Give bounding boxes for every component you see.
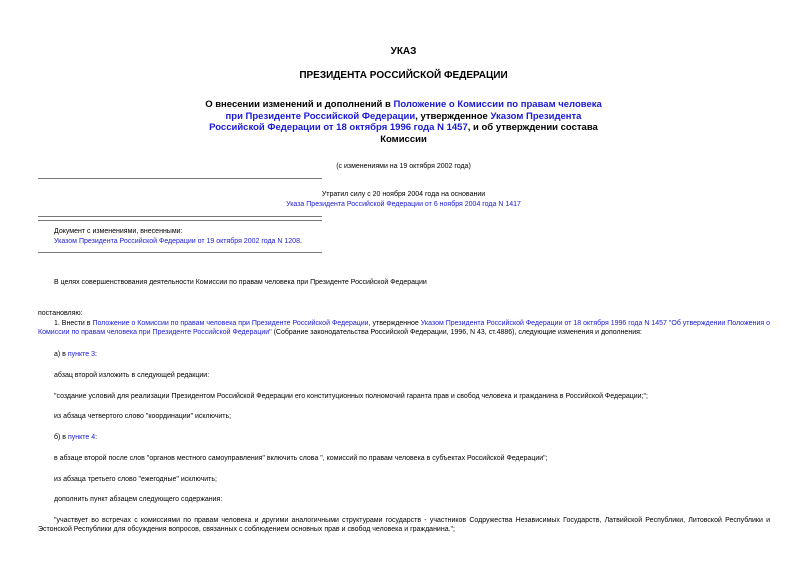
lost-force-text: Утратил силу с 20 ноября 2004 года на основании xyxy=(321,191,486,198)
heading-text-1: О внесении изменений и дополнений в xyxy=(205,99,394,110)
intro-paragraph: В целях совершенствования деятельности Комиссии по правам человека при Президенте Российской Федерации xyxy=(54,279,427,286)
line-a2: "создание условий для реализации Президентом Российской Федерации его конституционных полномочий гаранта прав и свобод человека и гражданина в Российской Федерации;"; xyxy=(54,393,648,400)
heading-link-regulation[interactable]: Положение о Комиссии по правам человека при Президенте Российской Федерации xyxy=(225,99,602,122)
changes-link-decree-1208[interactable]: Указом Президента Российской Федерации от 19 октября 2002 года N 1208 xyxy=(54,238,300,245)
changes-label: Документ с изменениями, внесенными: xyxy=(54,228,183,235)
divider xyxy=(38,220,322,221)
line-b1: в абзаце второй после слов "органов местного самоуправления" включить слова ", комиссий по правам человека в субъектах Российской Федерации"; xyxy=(54,455,548,462)
amended-note: (с изменениями на 19 октября 2002 года) xyxy=(336,163,471,170)
line-b3: дополнить пункт абзацем следующего содержания: xyxy=(54,496,223,503)
changes-line xyxy=(54,237,302,246)
document-title-ukaz: УКАЗ xyxy=(390,46,417,57)
sub-item-a-prefix: а) в xyxy=(54,351,68,358)
changes-tail: . xyxy=(299,238,302,245)
line-a3: из абзаца четвертого слово "координации" исключить; xyxy=(54,413,232,420)
heading-link-decree-1457[interactable]: Указом Президента Российской Федерации от 18 октября 1996 года N 1457 xyxy=(209,110,582,133)
item-1-text-a: 1. Внести в xyxy=(54,320,93,327)
sub-item-b-suffix: : xyxy=(95,434,98,441)
item-1-text-b: , утвержденное xyxy=(368,320,421,327)
line-a1: абзац второй изложить в следующей редакции: xyxy=(54,372,210,379)
divider xyxy=(38,178,322,179)
line-b4: "участвует во встречах с комиссиями по правам человека и другими аналогичными структурами государств - участников Содружества Независимых Государств, Латвийской Республики, Литовской Республики и Эстонской Республики для обсуждения вопросов, связанных с соблюдением основных прав и свобод человека и гражданина."; xyxy=(38,517,770,533)
heading-text-2: , утвержденное xyxy=(415,110,491,122)
sub-item-b-link[interactable]: пункте 4 xyxy=(67,434,96,441)
item-1-text-c: (Собрание законодательства Российской Федерации, 1996, N 43, ст.4886), следующие изменения и дополнения: xyxy=(271,329,642,336)
document-title-president: ПРЕЗИДЕНТА РОССИЙСКОЙ ФЕДЕРАЦИИ xyxy=(299,70,508,81)
divider xyxy=(38,216,322,217)
item-1-link-regulation[interactable]: Положение о Комиссии по правам человека при Президенте Российской Федерации xyxy=(92,320,369,327)
sub-item-a xyxy=(54,350,97,359)
sub-item-b-prefix: б) в xyxy=(54,434,68,441)
sub-item-b xyxy=(54,433,97,442)
item-1-link-decree-1457[interactable]: Указом Президента Российской Федерации от 18 октября 1996 года N 1457 "Об утверждении Положения о Комиссии по правам человека при Президенте Российской Федерации" xyxy=(38,320,770,336)
lost-force-link[interactable]: Указа Президента Российской Федерации от 6 ноября 2004 года N 1417 xyxy=(286,201,521,208)
document-heading xyxy=(200,99,607,145)
sub-item-a-suffix: : xyxy=(95,351,97,358)
divider xyxy=(38,252,322,253)
line-b2: из абзаца третьего слово "ежегодные" исключить; xyxy=(54,476,217,483)
item-1-paragraph xyxy=(38,319,770,337)
sub-item-a-link[interactable]: пункте 3 xyxy=(67,351,95,358)
heading-text-3: , и об утверждении состава Комиссии xyxy=(380,122,598,145)
decree-word: постановляю: xyxy=(38,310,83,317)
